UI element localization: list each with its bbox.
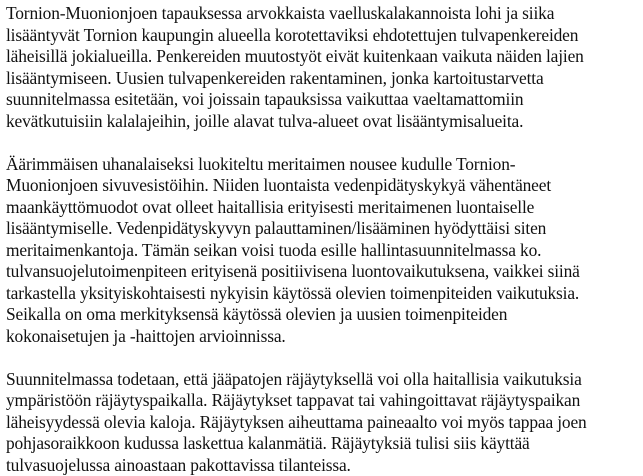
paragraph — [6, 154, 643, 348]
text-line: tarkastella yksityiskohtaisesti nykyisin käytössä olevien toimenpiteiden vaikutuksia. — [6, 283, 643, 305]
text-line: Seikalla on oma merkityksensä käytössä olevien ja uusien toimenpiteiden — [6, 304, 643, 326]
text-line: Muonionjoen sivuvesistöihin. Niiden luontaista vedenpidätyskykyä vähentäneet — [6, 175, 643, 197]
paragraph — [6, 369, 643, 476]
text-line: lisääntymiseen. Uusien tulvapenkereiden rakentaminen, jonka kartoitustarvetta — [6, 68, 643, 90]
text-line: läheisyydessä olevia kaloja. Räjäytyksen aiheuttama paineaalto voi myös tappaa joen — [6, 412, 643, 434]
text-line: Tornion-Muonionjoen tapauksessa arvokkaista vaelluskalakannoista lohi ja siika — [6, 3, 643, 25]
text-line: maankäyttömuodot ovat olleet haitallisia erityisesti meritaimenen luontaiselle — [6, 197, 643, 219]
text-line: suunnitelmassa esitetään, voi joissain tapauksissa vaikuttaa vaeltamattomiin — [6, 89, 643, 111]
text-line: Äärimmäisen uhanalaiseksi luokiteltu meritaimen nousee kudulle Tornion- — [6, 154, 643, 176]
text-line: lisääntymiselle. Vedenpidätyskyvyn palauttaminen/lisääminen hyödyttäisi siten — [6, 218, 643, 240]
text-line: lisääntyvät Tornion kaupungin alueella korotettaviksi ehdotettujen tulvapenkereiden — [6, 25, 643, 47]
paragraph — [6, 3, 643, 132]
text-line: ympäristöön räjäytyspaikalla. Räjäytykset tappavat tai vahingoittavat räjäytyspaikan — [6, 390, 643, 412]
text-line: tulvansuojelutoimenpiteen erityisenä positiivisena luontovaikutuksena, vaikkei siinä — [6, 261, 643, 283]
text-line: kokonaisetujen ja -haittojen arvioinnissa. — [6, 326, 643, 348]
text-line: Suunnitelmassa todetaan, että jääpatojen räjäytyksellä voi olla haitallisia vaikutuksia — [6, 369, 643, 391]
text-line: tulvasuojelussa ainoastaan pakottavissa tilanteissa. — [6, 455, 643, 476]
text-line: läheisillä jokialueilla. Penkereiden muutostyöt eivät kuitenkaan vaikuta näiden lajien — [6, 46, 643, 68]
text-line: kevätkutuisiin kalalajeihin, joille alavat tulva-alueet ovat lisääntymisalueita. — [6, 111, 643, 133]
text-line: meritaimenkantoja. Tämän seikan voisi tuoda esille hallintasuunnitelmassa ko. — [6, 240, 643, 262]
text-line: pohjasoraikkoon kudussa laskettua kalanmätiä. Räjäytyksiä tulisi siis käyttää — [6, 433, 643, 455]
